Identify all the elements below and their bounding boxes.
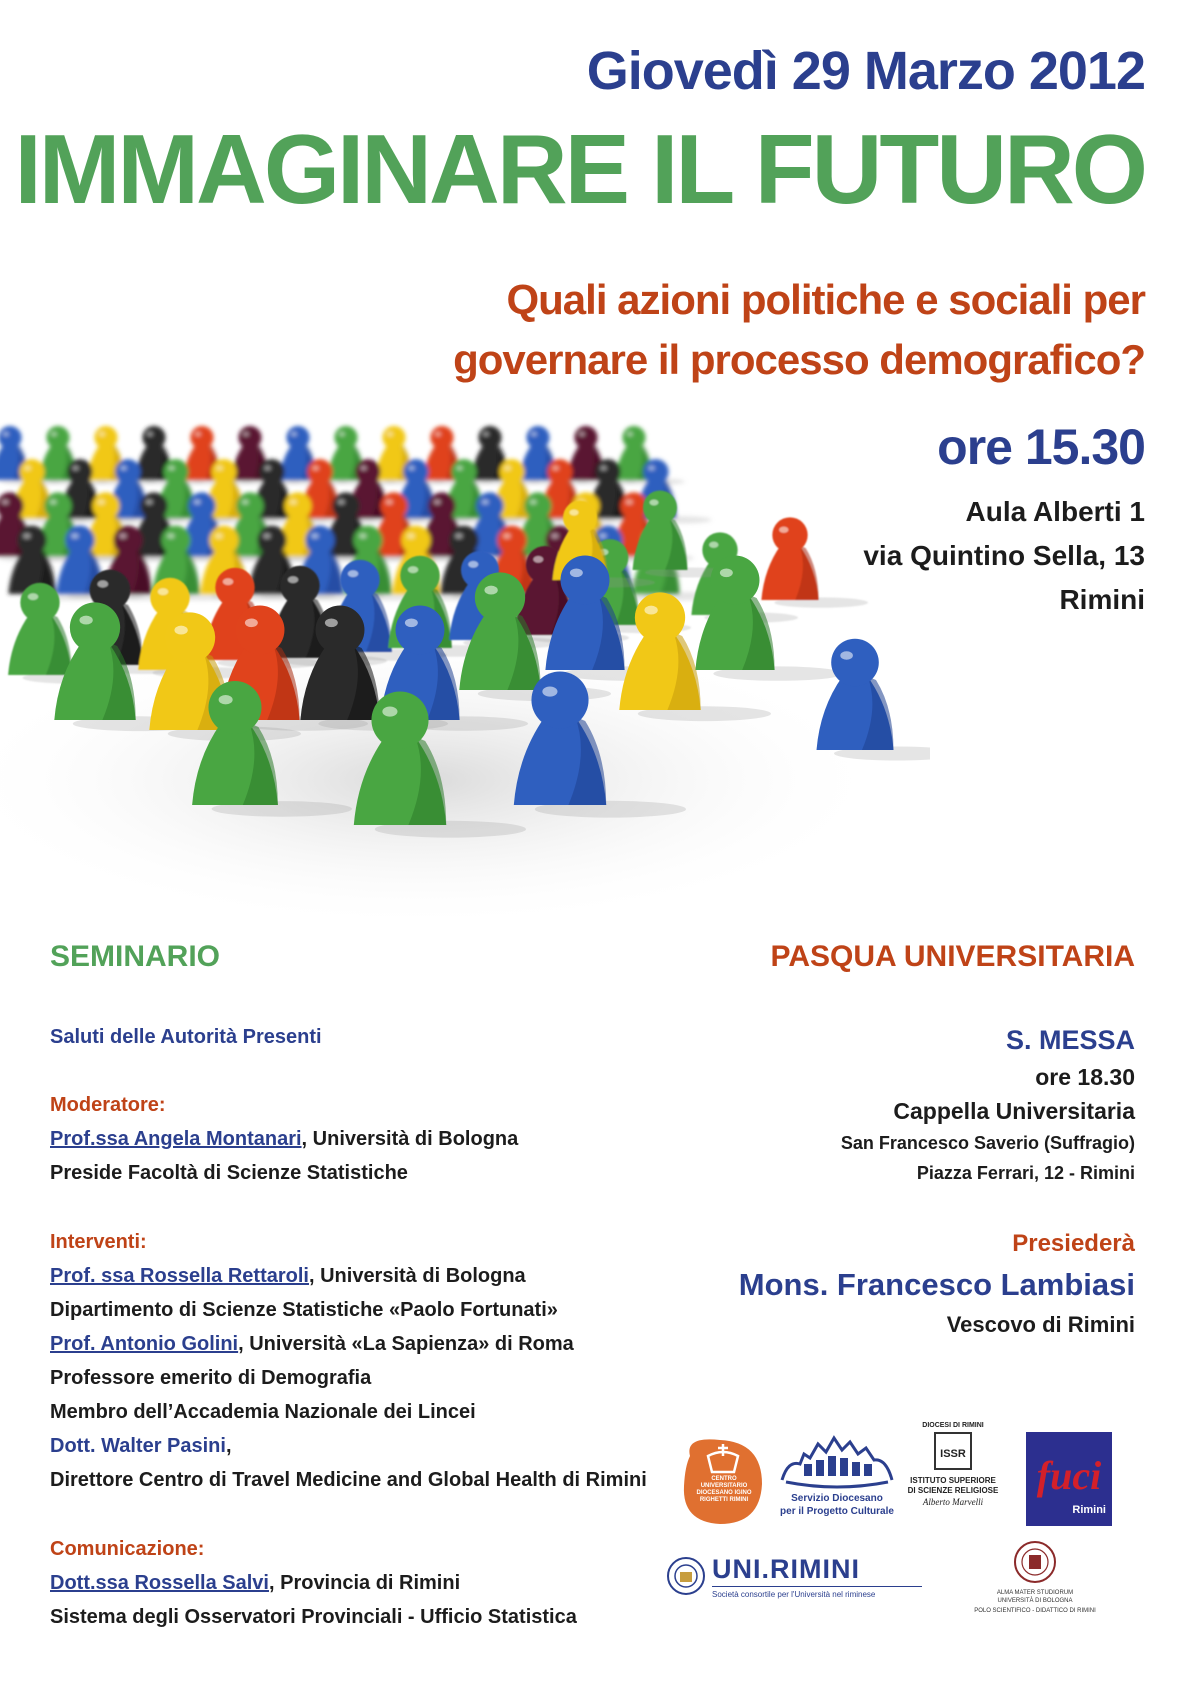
issr-logo <box>905 1422 1001 1532</box>
pawns-illustration <box>0 420 930 940</box>
speaker2-role-1: Professore emerito di Demografia <box>50 1367 372 1389</box>
fuci-city: Rimini <box>1072 1504 1106 1516</box>
easter-heading: PASQUA UNIVERSITARIA <box>770 940 1135 973</box>
communication-block <box>50 1532 650 1634</box>
moderator-label: Moderatore: <box>50 1094 166 1116</box>
speaker3-affiliation: , <box>225 1435 232 1457</box>
moderator-block <box>50 1088 650 1190</box>
presider-block <box>615 1225 1135 1343</box>
issr-abbreviation: ISSR <box>940 1448 966 1460</box>
speaker1-name: Prof. ssa Rossella Rettaroli <box>50 1265 309 1287</box>
event-time: ore 15.30 <box>937 419 1145 475</box>
fuci-name: fuci <box>1036 1453 1102 1498</box>
speaker4-affiliation: , Provincia di Rimini <box>268 1572 461 1594</box>
mass-block <box>615 1020 1135 1188</box>
speaker2-affiliation: , Università «La Sapienza» di Roma <box>238 1333 574 1355</box>
presides-label: Presiederà <box>1012 1230 1135 1257</box>
presider-role: Vescovo di Rimini <box>946 1312 1135 1337</box>
speaker3-role: Direttore Centro di Travel Medicine and Global Health di Rimini <box>50 1469 647 1491</box>
speaker2-name: Prof. Antonio Golini <box>50 1333 239 1355</box>
alma-mater-line-3: POLO SCIENTIFICO - DIDATTICO DI RIMINI <box>974 1608 1096 1614</box>
mass-time: ore 18.30 <box>1035 1064 1135 1090</box>
subtitle <box>453 270 1145 390</box>
unirimini-divider <box>712 1586 922 1587</box>
centro-text: CENTRO UNIVERSITARIO DIOCESANO IGINO RIGHETTI RIMINI <box>696 1476 752 1503</box>
moderator-name: Prof.ssa Angela Montanari <box>50 1128 302 1150</box>
city-skyline-icon <box>778 1430 896 1490</box>
venue-street: via Quintino Sella, 13 <box>863 540 1145 571</box>
greetings-text: Saluti delle Autorità Presenti <box>50 1026 322 1048</box>
issr-emblem <box>934 1432 972 1470</box>
moderator-role: Preside Facoltà di Scienze Statistiche <box>50 1162 408 1184</box>
main-title: IMMAGINARE IL FUTURO <box>14 114 1145 224</box>
mass-title: S. MESSA <box>1005 1025 1135 1055</box>
unirimini-logo <box>660 1552 930 1612</box>
unirimini-name: UNI.RIMINI <box>712 1554 860 1584</box>
presider-name: Mons. Francesco Lambiasi <box>738 1267 1135 1302</box>
seminar-heading: SEMINARIO <box>50 940 221 973</box>
unirimini-tagline: Società consortile per l'Università nel riminese <box>712 1590 876 1599</box>
servizio-diocesano-logo <box>778 1430 896 1530</box>
pawn <box>817 639 931 761</box>
communication-label: Comunicazione: <box>50 1538 205 1560</box>
interventions-label: Interventi: <box>50 1231 147 1253</box>
issr-line-2: DI SCIENZE RELIGIOSE <box>907 1486 999 1495</box>
interventions-block <box>50 1225 650 1497</box>
centro-universitario-logo <box>680 1436 766 1528</box>
mass-address: Piazza Ferrari, 12 - Rimini <box>916 1163 1135 1183</box>
speaker2-role-2: Membro dell’Accademia Nazionale dei Lincei <box>50 1401 476 1423</box>
servizio-line-2: per il Progetto Culturale <box>780 1506 894 1517</box>
moderator-affiliation: , Università di Bologna <box>301 1128 519 1150</box>
speaker4-name: Dott.ssa Rossella Salvi <box>50 1572 269 1594</box>
issr-diocese: DIOCESI DI RIMINI <box>922 1422 984 1429</box>
venue-city: Rimini <box>1059 584 1145 615</box>
alma-mater-logo <box>960 1540 1110 1630</box>
speaker4-role: Sistema degli Osservatori Provinciali - Ufficio Statistica <box>50 1606 577 1628</box>
fuci-logo <box>1026 1432 1112 1526</box>
sponsor-logos <box>680 1422 1150 1680</box>
alma-mater-line-2: UNIVERSITÀ DI BOLOGNA <box>997 1598 1073 1604</box>
venue-room: Aula Alberti 1 <box>965 496 1145 527</box>
mass-chapel: Cappella Universitaria <box>893 1098 1135 1124</box>
speaker1-role: Dipartimento di Scienze Statistiche «Paolo Fortunati» <box>50 1299 558 1321</box>
speaker3-name: Dott. Walter Pasini <box>50 1435 226 1457</box>
unirimini-seal-icon <box>666 1556 706 1596</box>
alma-mater-seal-icon <box>1013 1540 1057 1584</box>
greetings <box>50 1020 650 1054</box>
alma-mater-line-1: ALMA MATER STUDIORUM <box>996 1590 1074 1596</box>
issr-line-3: Alberto Marvelli <box>922 1497 984 1507</box>
subtitle-line-2: governare il processo demografico? <box>453 336 1145 383</box>
issr-line-1: ISTITUTO SUPERIORE <box>910 1476 996 1485</box>
mass-church: San Francesco Saverio (Suffragio) <box>840 1133 1135 1153</box>
event-date: Giovedì 29 Marzo 2012 <box>586 41 1145 101</box>
speaker1-affiliation: , Università di Bologna <box>308 1265 526 1287</box>
servizio-line-1: Servizio Diocesano <box>791 1493 883 1504</box>
pawn <box>761 517 868 607</box>
subtitle-line-1: Quali azioni politiche e sociali per <box>506 276 1145 323</box>
